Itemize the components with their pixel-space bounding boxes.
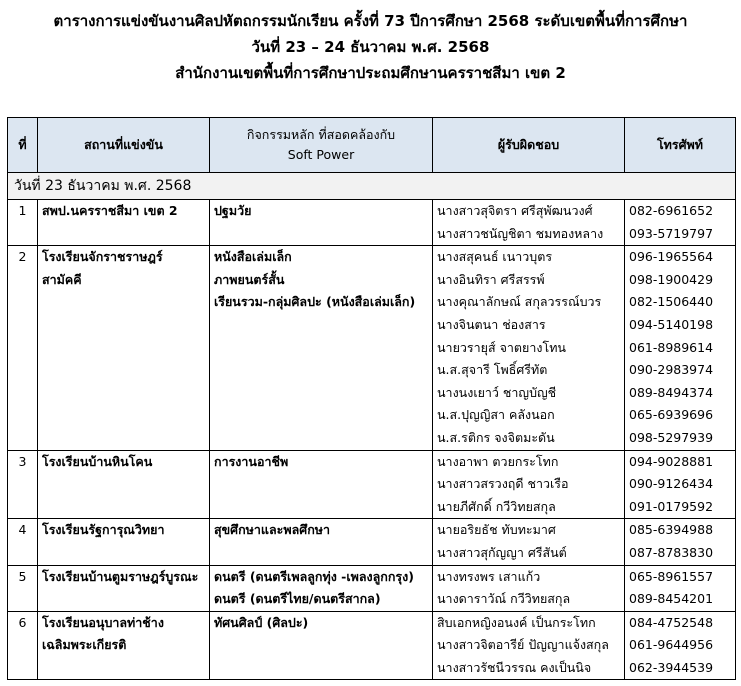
activity-line: หนังสือเล่มเล็ก (214, 249, 292, 265)
date-cell: วันที่ 23 ธันวาคม พ.ศ. 2568 (8, 173, 736, 200)
phone-cell (625, 246, 736, 450)
phone-number: 065-8961557 (629, 568, 714, 584)
phone-number: 093-5719797 (629, 225, 714, 241)
responsible-person: นางทรงพร เสาแก้ว (437, 568, 541, 584)
activity-line: การงานอาชีพ (214, 453, 289, 469)
venue-cell (38, 200, 210, 246)
row-number (8, 519, 38, 565)
phone-number: 094-9028881 (629, 453, 714, 469)
table-row (8, 450, 736, 519)
table-row (8, 246, 736, 450)
venue-cell (38, 565, 210, 611)
venue-cell (38, 450, 210, 519)
responsible-person: น.ส.รติกร จงจิตมะดัน (437, 429, 555, 445)
venue-line: โรงเรียนอนุบาลท่าช้าง (42, 614, 164, 630)
venue-line: โรงเรียนบ้านหินโคน (42, 453, 153, 469)
activity-line: ดนตรี (ดนตรีไทย/ดนตรีสากล) (214, 591, 381, 607)
responsible-person: นายอริยธัช ทับทะมาศ (437, 522, 556, 538)
venue-cell (38, 611, 210, 680)
responsible-person: นางสาวจิตอารีย์ ปัญญาแจ้งสกุล (437, 637, 609, 653)
activity-line: ดนตรี (ดนตรีเพลลูกทุ่ง -เพลงลูกกรุง) (214, 568, 414, 584)
activity-cell (210, 200, 433, 246)
phone-cell (625, 565, 736, 611)
phone-number: 065-6939696 (629, 407, 714, 423)
phone-number: 087-8783830 (629, 544, 714, 560)
phone-number: 084-4752548 (629, 614, 714, 630)
responsible-cell (433, 565, 625, 611)
venue-line: โรงเรียนบ้านตูมราษฎร์บูรณะ (42, 568, 199, 584)
venue-line: สพป.นครราชสีมา เขต 2 (42, 203, 178, 218)
activity-line: ทัศนศิลป์ (ศิลปะ) (214, 614, 309, 630)
phone-number: 098-1900429 (629, 271, 714, 287)
phone-number: 089-8454201 (629, 591, 714, 607)
activity-cell (210, 519, 433, 565)
activity-line: ภาพยนตร์สั้น (214, 271, 285, 287)
responsible-person: สิบเอกหญิงอนงค์ เป็นกระโทก (437, 614, 596, 630)
table-row (8, 200, 736, 246)
phone-number: 096-1965564 (629, 249, 714, 265)
phone-number: 094-5140198 (629, 316, 714, 332)
header-phone: โทรศัพท์ (625, 118, 736, 173)
row-number-text: 4 (18, 522, 27, 538)
phone-cell (625, 519, 736, 565)
responsible-cell (433, 246, 625, 450)
row-number-text: 3 (18, 453, 27, 469)
phone-number: 098-5297939 (629, 429, 714, 445)
date-row (8, 173, 736, 200)
phone-number: 082-1506440 (629, 294, 714, 310)
venue-line: เฉลิมพระเกียรติ (42, 637, 127, 653)
venue-line: โรงเรียนจักราชราษฎร์ (42, 249, 163, 265)
responsible-person: นางสาวรัชนีวรรณ คงเป็นนิจ (437, 659, 592, 675)
header-venue: สถานที่แข่งขัน (38, 118, 210, 173)
responsible-person: นางจินตนา ช่องสาร (437, 316, 546, 332)
activity-cell (210, 611, 433, 680)
responsible-person: นางนงเยาว์ ชาญบัญชี (437, 384, 557, 400)
title-line-3: สำนักงานเขตพื้นที่การศึกษาประถมศึกษานครราชสีมา เขต 2 (175, 64, 566, 82)
row-number-text: 2 (18, 249, 27, 265)
title-line-1: ตารางการแข่งขันงานศิลปหัตถกรรมนักเรียน ครั้งที่ 73 ปีการศึกษา 2568 ระดับเขตพื้นที่การศึกษา (53, 12, 688, 30)
table-row (8, 519, 736, 565)
phone-number: 091-0179592 (629, 498, 714, 514)
responsible-cell (433, 200, 625, 246)
row-number (8, 200, 38, 246)
responsible-person: นางดาราวัณ์ กวีวิทยสกุล (437, 591, 571, 607)
phone-cell (625, 450, 736, 519)
row-number-text: 6 (18, 614, 27, 630)
phone-number: 090-9126434 (629, 476, 714, 492)
responsible-person: นางอาพา ตวยกระโทก (437, 453, 559, 469)
activity-line: เรียนรวม-กลุ่มศิลปะ (หนังสือเล่มเล็ก) (214, 294, 416, 310)
responsible-person: นางสสุคนธ์ เนาวบุตร (437, 249, 553, 265)
phone-number: 061-9644956 (629, 637, 714, 653)
activity-line: สุขศึกษาและพลศึกษา (214, 522, 331, 538)
responsible-person: นางสาวชนัญชิตา ชมทองหลาง (437, 225, 604, 241)
document-header (0, 8, 741, 86)
responsible-cell (433, 611, 625, 680)
venue-cell (38, 246, 210, 450)
phone-number: 085-6394988 (629, 522, 714, 538)
row-number-text: 5 (18, 568, 27, 584)
row-number (8, 611, 38, 680)
phone-number: 089-8494374 (629, 384, 714, 400)
table-row (8, 611, 736, 680)
row-number (8, 246, 38, 450)
responsible-person: นางสาวสรวงฤดี ชาวเรือ (437, 476, 569, 492)
phone-cell (625, 611, 736, 680)
responsible-cell (433, 450, 625, 519)
responsible-person: นางคุณาลักษณ์ สกุลวรรณ์บวร (437, 294, 602, 310)
activity-cell (210, 246, 433, 450)
responsible-person: นายภีศักดิ์ กวีวิทยสกุล (437, 498, 556, 514)
responsible-person: น.ส.ปุญญิสา คลังนอก (437, 407, 555, 423)
responsible-person: น.ส.สุจารี โพธิ์ศรีทัต (437, 362, 548, 378)
header-activity-line1: กิจกรรมหลัก ที่สอดคล้องกับ (246, 127, 396, 142)
phone-number: 062-3944539 (629, 659, 714, 675)
phone-number: 090-2983974 (629, 362, 714, 378)
header-no: ที่ (8, 118, 38, 173)
row-number-text: 1 (18, 203, 27, 218)
responsible-person: นางสาวสุจิตรา ศรีสุพัฒนวงศ์ (437, 203, 593, 218)
row-number (8, 565, 38, 611)
phone-number: 082-6961652 (629, 203, 714, 218)
phone-number: 061-8989614 (629, 339, 714, 355)
responsible-cell (433, 519, 625, 565)
header-responsible: ผู้รับผิดชอบ (433, 118, 625, 173)
venue-line: สามัคคี (42, 271, 82, 287)
activity-cell (210, 565, 433, 611)
header-activity (210, 118, 433, 173)
venue-line: โรงเรียนรัฐการุณวิทยา (42, 522, 165, 538)
activity-line: ปฐมวัย (214, 203, 252, 218)
table-header-row (8, 118, 736, 173)
responsible-person: นางสาวสุกัญญา ศรีสันต์ (437, 544, 567, 560)
phone-cell (625, 200, 736, 246)
competition-schedule-table (7, 117, 736, 680)
activity-cell (210, 450, 433, 519)
responsible-person: นายวรายุส์ จาตยางโทน (437, 339, 566, 355)
row-number (8, 450, 38, 519)
header-activity-line2: Soft Power (287, 147, 355, 162)
responsible-person: นางอินทิรา ศรีสรรพ์ (437, 271, 545, 287)
venue-cell (38, 519, 210, 565)
title-line-2: วันที่ 23 – 24 ธันวาคม พ.ศ. 2568 (251, 38, 490, 56)
table-row (8, 565, 736, 611)
